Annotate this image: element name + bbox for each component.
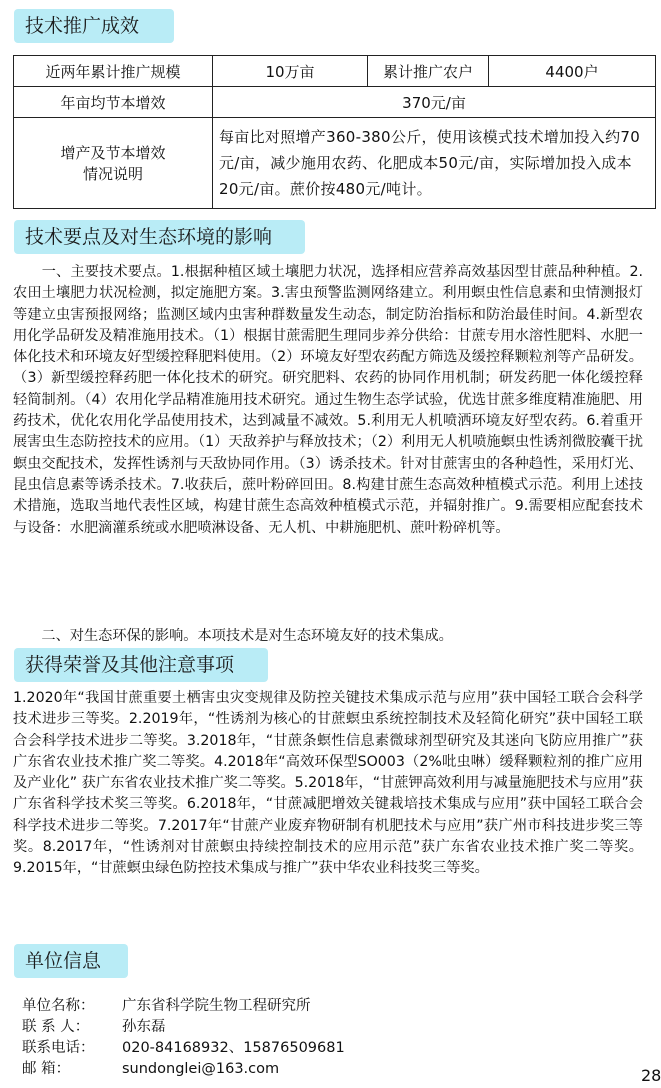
- unit-contact-row: [22, 1017, 582, 1038]
- desc-label-line1: 增产及节本增效: [60, 144, 166, 162]
- desc-text: 每亩比对照增产360-380公斤，使用该模式技术增加投入约70元/亩，减少施用农药、化肥成本50元/亩，实际增加投入成本20元/亩。蔗价按480元/吨计。: [213, 118, 656, 209]
- section-title-promotion: 技术推广成效: [14, 9, 174, 43]
- unit-email-label: 邮 箱：: [22, 1061, 71, 1077]
- farmers-value: 4400户: [489, 56, 656, 87]
- unit-name-value: 广东省科学院生物工程研究所: [122, 998, 311, 1014]
- tech-paragraph: 一、主要技术要点。1.根据种植区域土壤肥力状况，选择相应营养高效基因型甘蔗品种种植。2.农田土壤肥力状况检测，拟定施肥方案。3.害虫预警监测网络建立。利用螟虫性信息素和虫情测报灯等建立虫害预报网络；监测区域内虫害种群数量发生动态，制定防治指标和防治最佳时间。4.新型农用化学品研发及精准施用技术。（1）根据甘蔗需肥生理同步养分供给：甘蔗专用水溶性肥料、水肥一体化技术和环境友好型缓控释肥料使用。（2）环境友好型农药配方筛选及缓控释颗粒剂等产品研发。（3）新型缓控释药肥一体化技术的研究。研究肥料、农药的协同作用机制；研发药肥一体化缓控释轻简制剂。（4）农用化学品精准施用技术研究。通过生物生态学试验，优选甘蔗多维度精准施肥、用药技术，优化农用化学品使用技术，达到减量不减效。5.利用无人机喷洒环境友好型农药。6.着重开展害虫生态防控技术的应用。（1）天敌养护与释放技术；（2）利用无人机喷施螟虫性诱剂微胶囊干扰螟虫交配技术，发挥性诱剂与天敌协同作用。（3）诱杀技术。针对甘蔗害虫的各种趋性，采用灯光、昆虫信息素等诱杀技术。7.收获后，蔗叶粉碎回田。8.构建甘蔗生态高效种植模式示范。利用上述技术措施，选取当地代表性区域，构建甘蔗生态高效种植模式示范，并辐射推广。9.需要相应配套技术与设备：水肥滴灌系统或水肥喷淋设备、无人机、中耕施肥机、蔗叶粉碎机等。: [13, 264, 643, 536]
- unit-name-label: 单位名称：: [22, 998, 95, 1014]
- unit-contact-label: 联 系 人：: [22, 1019, 90, 1035]
- desc-label-line2: 情况说明: [82, 165, 143, 183]
- unit-name-row: [22, 996, 582, 1017]
- awards-paragraph: 1.2020年“我国甘蔗重要土栖害虫灾变规律及防控关键技术集成示范与应用”获中国轻工联合会科学技术进步三等奖。2.2019年，“性诱剂为核心的甘蔗螟虫系统控制技术及轻简化研究”获中国轻工联合会科学技术进步二等奖。3.2018年，“甘蔗条螟性信息素微球剂型研究及其迷向飞防应用推广”获广东省农业技术推广奖二等奖。4.2018年“高效环保型SO003（2%吡虫啉）缓释颗粒剂的推广应用及产业化” 获广东省农业技术推广奖二等奖。5.2018年，“甘蔗钾高效利用与减量施肥技术与应用”获广东省科学技术奖三等奖。6.2018年，“甘蔗减肥增效关键栽培技术集成与应用”获中国轻工联合会科学技术进步二等奖。7.2017年“甘蔗产业废弃物研制有机肥技术与应用”获广州市科技进步奖三等奖。8.2017年，“性诱剂对甘蔗螟虫持续控制技术的应用示范”获广东省农业技术推广奖二等奖。9.2015年，“甘蔗螟虫绿色防控技术集成与推广”获中华农业科技奖三等奖。: [13, 690, 643, 877]
- saving-label: 年亩均节本增效: [14, 87, 213, 118]
- unit-email-value: sundonglei@163.com: [122, 1061, 280, 1077]
- table-row: [14, 87, 656, 118]
- desc-label: [14, 118, 213, 209]
- unit-email-row: [22, 1059, 582, 1080]
- table-row: [14, 118, 656, 209]
- section-title-unit: 单位信息: [14, 944, 128, 978]
- page-number: 28: [641, 1066, 661, 1085]
- scale-label: 近两年累计推广规模: [14, 56, 213, 87]
- eco-paragraph: 二、对生态环保的影响。本项技术是对生态环境友好的技术集成。: [13, 628, 453, 644]
- farmers-label: 累计推广农户: [368, 56, 489, 87]
- unit-info: [22, 996, 582, 1080]
- unit-phone-label: 联系电话：: [22, 1040, 95, 1056]
- unit-phone-row: [22, 1038, 582, 1059]
- table-row: [14, 56, 656, 87]
- promotion-table: [13, 55, 656, 209]
- unit-contact-value: 孙东磊: [122, 1019, 166, 1035]
- unit-phone-value: 020-84168932、15876509681: [122, 1040, 345, 1056]
- section-title-awards: 获得荣誉及其他注意事项: [14, 648, 268, 682]
- section-title-tech: 技术要点及对生态环境的影响: [14, 220, 305, 254]
- saving-value: 370元/亩: [213, 87, 656, 118]
- scale-value: 10万亩: [213, 56, 368, 87]
